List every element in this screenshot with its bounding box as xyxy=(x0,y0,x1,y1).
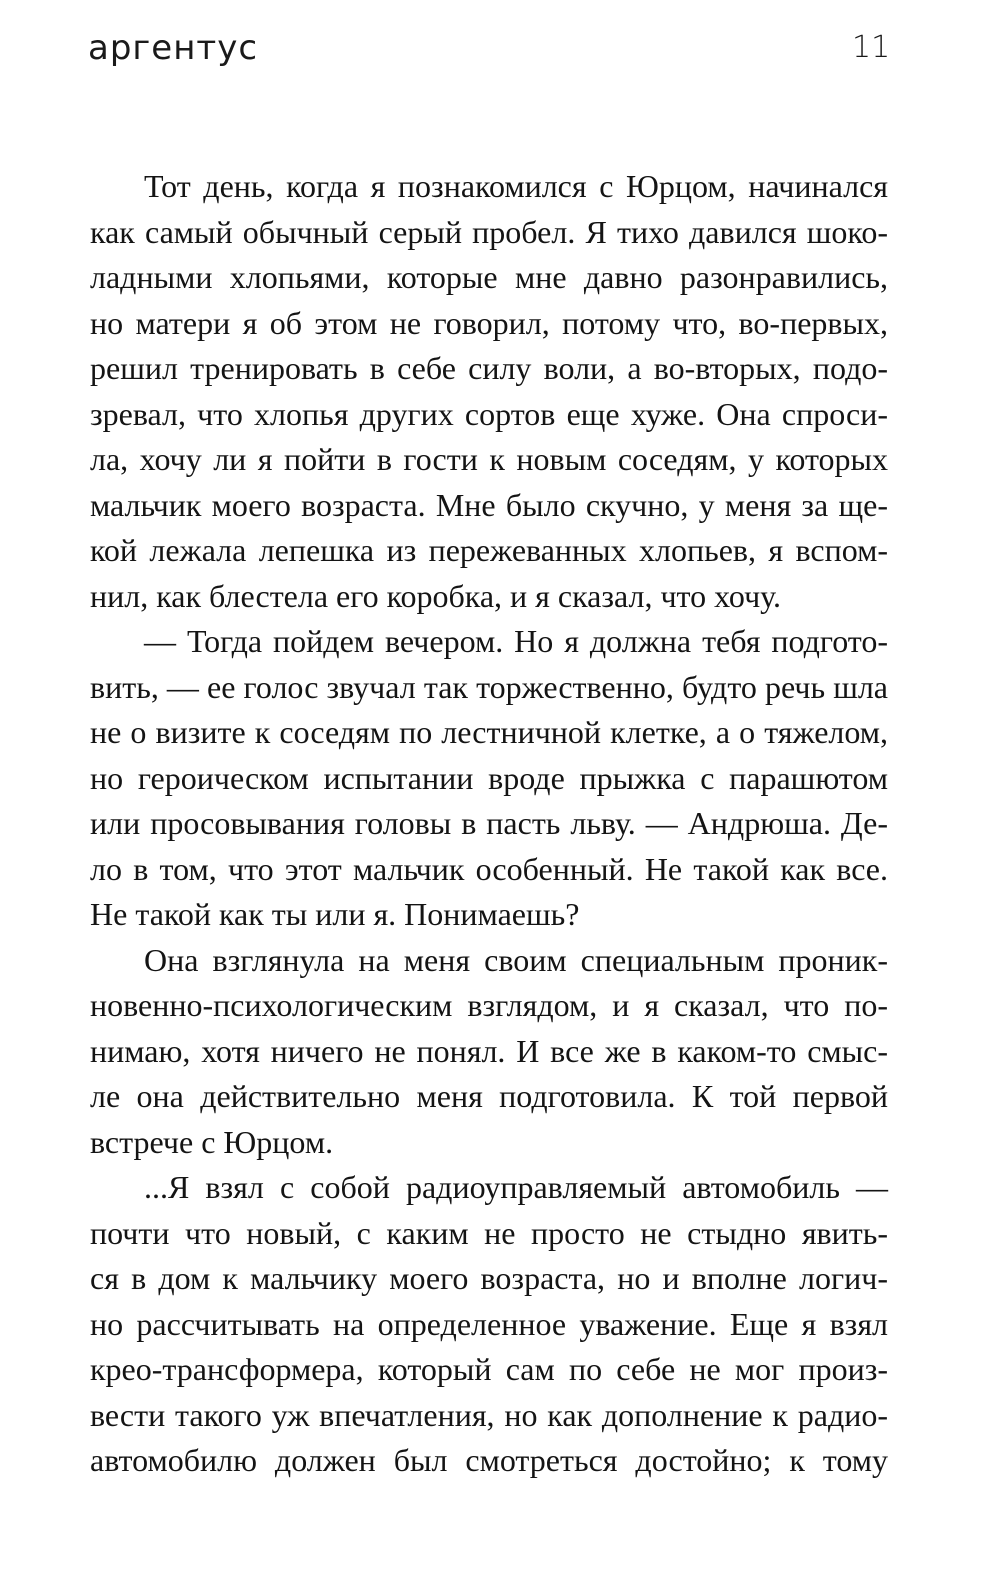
text-line: мальчик моего возраста. Мне было скучно, у меня за ще- xyxy=(90,486,888,523)
text-line: зревал, что хлопья других сортов еще хуже. Она спроси- xyxy=(90,395,888,432)
text-line: вить, — ее голос звучал так торжественно, будто речь шла xyxy=(90,668,888,705)
text-line: или просовывания головы в пасть льву. — Андрюша. Де- xyxy=(90,805,888,841)
text-line: — Тогда пойдем вечером. Но я должна тебя подгото- xyxy=(144,623,888,659)
text-line: решил тренировать в себе силу воли, а во-вторых, подо- xyxy=(90,350,888,386)
text-line: ла, хочу ли я пойти в гости к новым соседям, у которых xyxy=(90,441,888,477)
text-line: не о визите к соседям по лестничной клетке, а о тяжелом, xyxy=(90,714,888,750)
text-line: новенно-психологическим взглядом, и я сказал, что по- xyxy=(90,987,888,1023)
text-line: почти что новый, с каким не просто не стыдно явить- xyxy=(90,1214,888,1251)
text-line: ле она действительно меня подготовила. К той первой xyxy=(90,1078,888,1114)
text-line: крео-трансформера, который сам по себе не мог произ- xyxy=(90,1351,888,1387)
text-line: ...Я взял с собой радиоуправляемый автомобиль — xyxy=(144,1169,888,1205)
text-line: автомобилю должен был смотреться достойно; к тому xyxy=(90,1442,888,1478)
text-line: но матери я об этом не говорил, потому что, во-первых, xyxy=(90,304,888,341)
text-line: ладными хлопьями, которые мне давно разонравились, xyxy=(90,259,888,295)
text-line: но рассчитывать на определенное уважение. Еще я взял xyxy=(90,1305,888,1342)
text-line: как самый обычный серый пробел. Я тихо давился шоко- xyxy=(90,213,888,250)
text-line: но героическом испытании вроде прыжка с парашютом xyxy=(90,759,888,796)
text-line: Тот день, когда я познакомился с Юрцом, начинался xyxy=(144,168,888,204)
page-number: 11 xyxy=(852,30,891,65)
text-line: ло в том, что этот мальчик особенный. Не такой как все. xyxy=(90,850,888,887)
body-text xyxy=(90,164,888,1484)
text-line: кой лежала лепешка из пережеванных хлопьев, я вспом- xyxy=(90,532,888,568)
text-line: Не такой как ты или я. Понимаешь? xyxy=(90,896,580,932)
text-line: вести такого уж впечатления, но как дополнение к радио- xyxy=(90,1396,888,1433)
text-line: ся в дом к мальчику моего возраста, но и вполне логич- xyxy=(90,1260,888,1296)
text-line: встрече с Юрцом. xyxy=(90,1123,334,1160)
text-line: Она взглянула на меня своим специальным проник- xyxy=(144,941,888,978)
running-head: аргентус xyxy=(88,28,259,68)
text-line: нимаю, хотя ничего не понял. И все же в каком-то смыс- xyxy=(90,1032,888,1069)
text-line: нил, как блестела его коробка, и я сказал, что хочу. xyxy=(90,577,781,614)
